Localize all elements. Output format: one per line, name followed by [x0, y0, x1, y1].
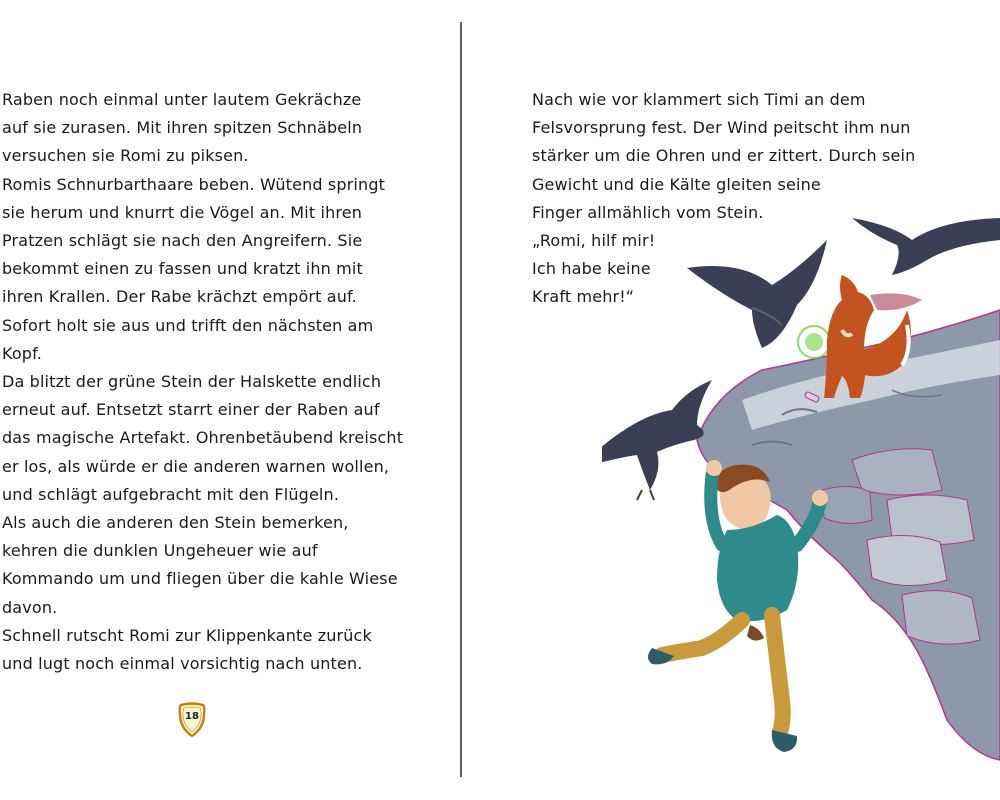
right-page — [462, 0, 1000, 800]
left-page-text — [2, 86, 403, 678]
text-line: Felsvorsprung fest. Der Wind peitscht ihm nun — [532, 118, 911, 138]
text-line: Gewicht und die Kälte gleiten seine — [532, 174, 821, 194]
text-line: versuchen sie Romi zu piksen. — [2, 146, 249, 166]
raven-icon — [602, 380, 712, 500]
text-line: und schlägt aufgebracht mit den Flügeln. — [2, 484, 340, 504]
text-line: auf sie zurasen. Mit ihren spitzen Schnäbeln — [2, 118, 363, 138]
cliff-ravens-fox-boy-illustration — [602, 200, 1000, 765]
text-line: er los, als würde er die anderen warnen wollen, — [2, 456, 390, 476]
text-line: „Romi, hilf mir! — [532, 231, 656, 251]
text-line: ihren Krallen. Der Rabe krächzt empört auf. — [2, 287, 357, 307]
left-page — [0, 0, 460, 800]
text-line: Kopf. — [2, 343, 42, 363]
text-line: Kommando um und fliegen über die kahle Wiese — [2, 569, 398, 589]
text-line: erneut auf. Entsetzt starrt einer der Raben auf — [2, 400, 380, 420]
text-line: bekommt einen zu fassen und kratzt ihn mit — [2, 259, 363, 279]
illustration-svg — [602, 200, 1000, 765]
text-line: Romis Schnurbarthaare beben. Wütend springt — [2, 174, 386, 194]
text-line: Pratzen schlägt sie nach den Angreifern. Sie — [2, 231, 363, 251]
text-line: kehren die dunklen Ungeheuer wie auf — [2, 541, 318, 561]
page-number-badge — [177, 702, 207, 738]
raven-icon — [852, 218, 1000, 275]
text-line: Nach wie vor klammert sich Timi an dem — [532, 90, 866, 109]
text-line: Da blitzt der grüne Stein der Halskette endlich — [2, 372, 382, 392]
page-number: 18 — [185, 711, 199, 722]
text-line: Raben noch einmal unter lautem Gekrächze — [2, 90, 362, 109]
text-line: Finger allmählich vom Stein. — [532, 202, 764, 222]
text-line: und lugt noch einmal vorsichtig nach unten. — [2, 654, 363, 674]
text-line: Als auch die anderen den Stein bemerken, — [2, 513, 349, 533]
text-line: Schnell rutscht Romi zur Klippenkante zurück — [2, 625, 372, 645]
text-line: Ich habe keine — [532, 259, 651, 279]
text-line: das magische Artefakt. Ohrenbetäubend kreischt — [2, 428, 404, 448]
raven-icon — [687, 240, 827, 348]
text-line: davon. — [2, 597, 58, 617]
text-line: sie herum und knurrt die Vögel an. Mit ihren — [2, 202, 363, 222]
text-line: stärker um die Ohren und er zittert. Durch sein — [532, 146, 916, 166]
text-line: Kraft mehr!“ — [532, 287, 635, 307]
text-line: Sofort holt sie aus und trifft den nächsten am — [2, 315, 374, 335]
